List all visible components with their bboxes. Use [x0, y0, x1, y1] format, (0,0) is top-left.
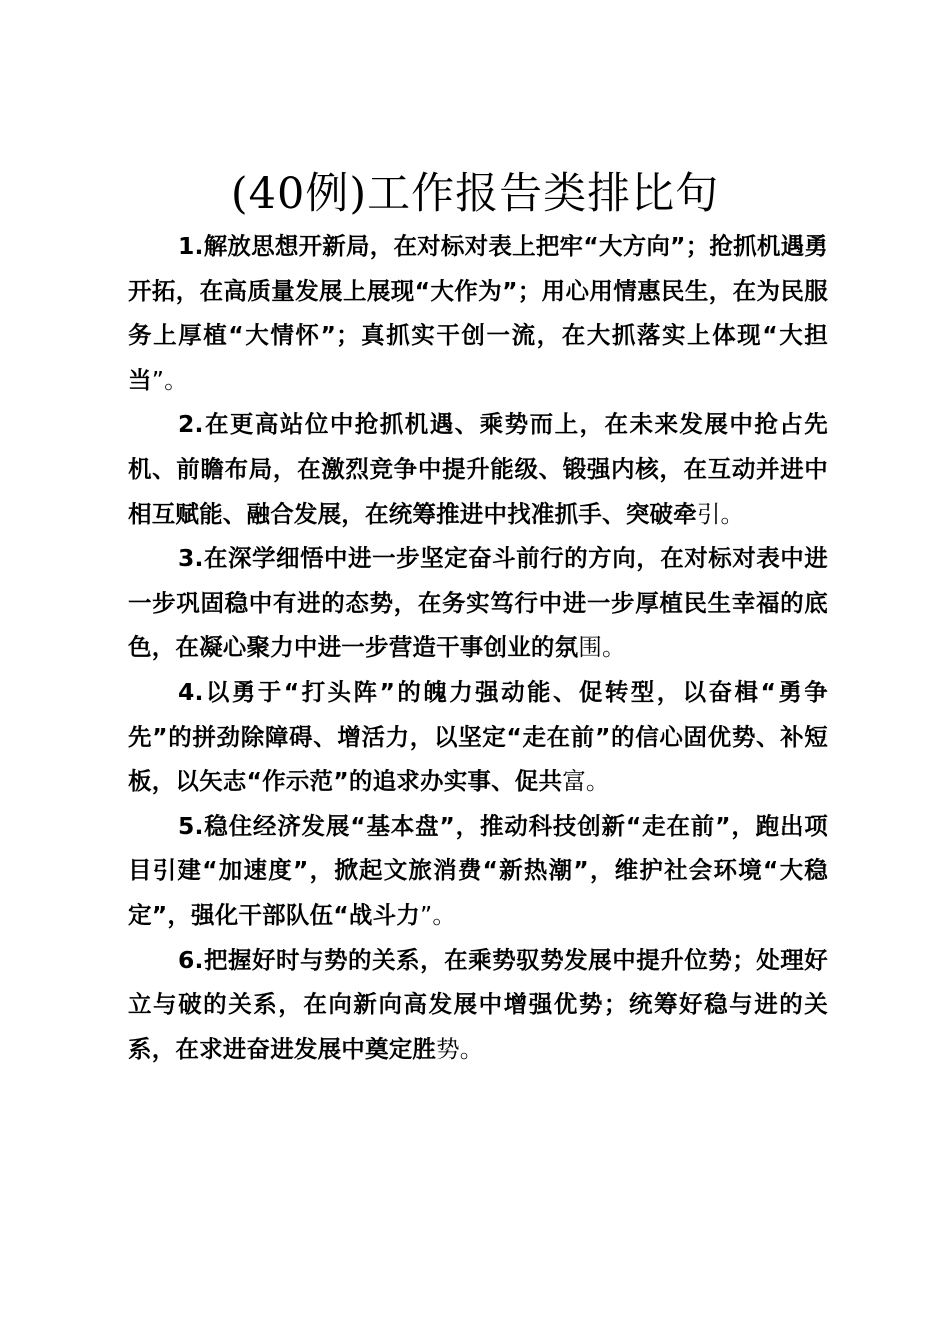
paragraph-5-ending: ”。 — [420, 900, 457, 929]
paragraph-3 — [128, 536, 828, 670]
document-body — [128, 224, 828, 1071]
paragraph-4-text: 4.以勇于“打头阵”的魄力强动能、促转型，以奋楫“勇争先”的拼劲除障碍、增活力，以坚定“走在前”的信心固优势、补短板，以矢志“作示范”的追求办实事、促共 — [128, 677, 828, 796]
paragraph-6-text: 6.把握好时与势的关系，在乘势驭势发展中提升位势；处理好立与破的关系，在向新向高发展中增强优势；统筹好稳与进的关系，在求进奋进发展中奠定胜 — [128, 945, 828, 1063]
paragraph-6 — [128, 938, 828, 1072]
paragraph-5-text: 5.稳住经济发展“基本盘”，推动科技创新“走在前”，跑出项目引建“加速度”，掀起文旅消费“新热潮”，维护社会环境“大稳定”，强化干部队伍“战斗力 — [128, 811, 828, 929]
paragraph-6-ending: 势。 — [436, 1034, 484, 1063]
paragraph-4-ending: 富。 — [562, 767, 610, 796]
paragraph-3-text: 3.在深学细悟中进一步坚定奋斗前行的方向，在对标对表中进一步巩固稳中有进的态势，在务实笃行中进一步厚植民生幸福的底色，在凝心聚力中进一步营造干事创业的氛 — [128, 544, 828, 662]
paragraph-1-ending: ”。 — [151, 365, 188, 394]
paragraph-1-text: 1.解放思想开新局，在对标对表上把牢“大方向”；抢抓机遇勇开拓，在高质量发展上展现“大作为”；用心用情惠民生，在为民服务上厚植“大情怀”；真抓实干创一流，在大抓落实上体现“大担当 — [128, 232, 828, 394]
paragraph-2-text: 2.在更高站位中抢抓机遇、乘势而上，在未来发展中抢占先机、前瞻布局，在激烈竞争中提升能级、锻强内核，在互动并进中相互赋能、融合发展，在统筹推进中找准抓手、突破牵 — [128, 410, 828, 528]
paragraph-4 — [128, 670, 828, 804]
paragraph-2-ending: 引。 — [696, 499, 745, 528]
paragraph-3-ending: 围。 — [578, 633, 626, 662]
paragraph-5 — [128, 804, 828, 938]
paragraph-1 — [128, 224, 828, 402]
document-title: (40例)工作报告类排比句 — [230, 169, 720, 219]
paragraph-2 — [128, 402, 828, 536]
